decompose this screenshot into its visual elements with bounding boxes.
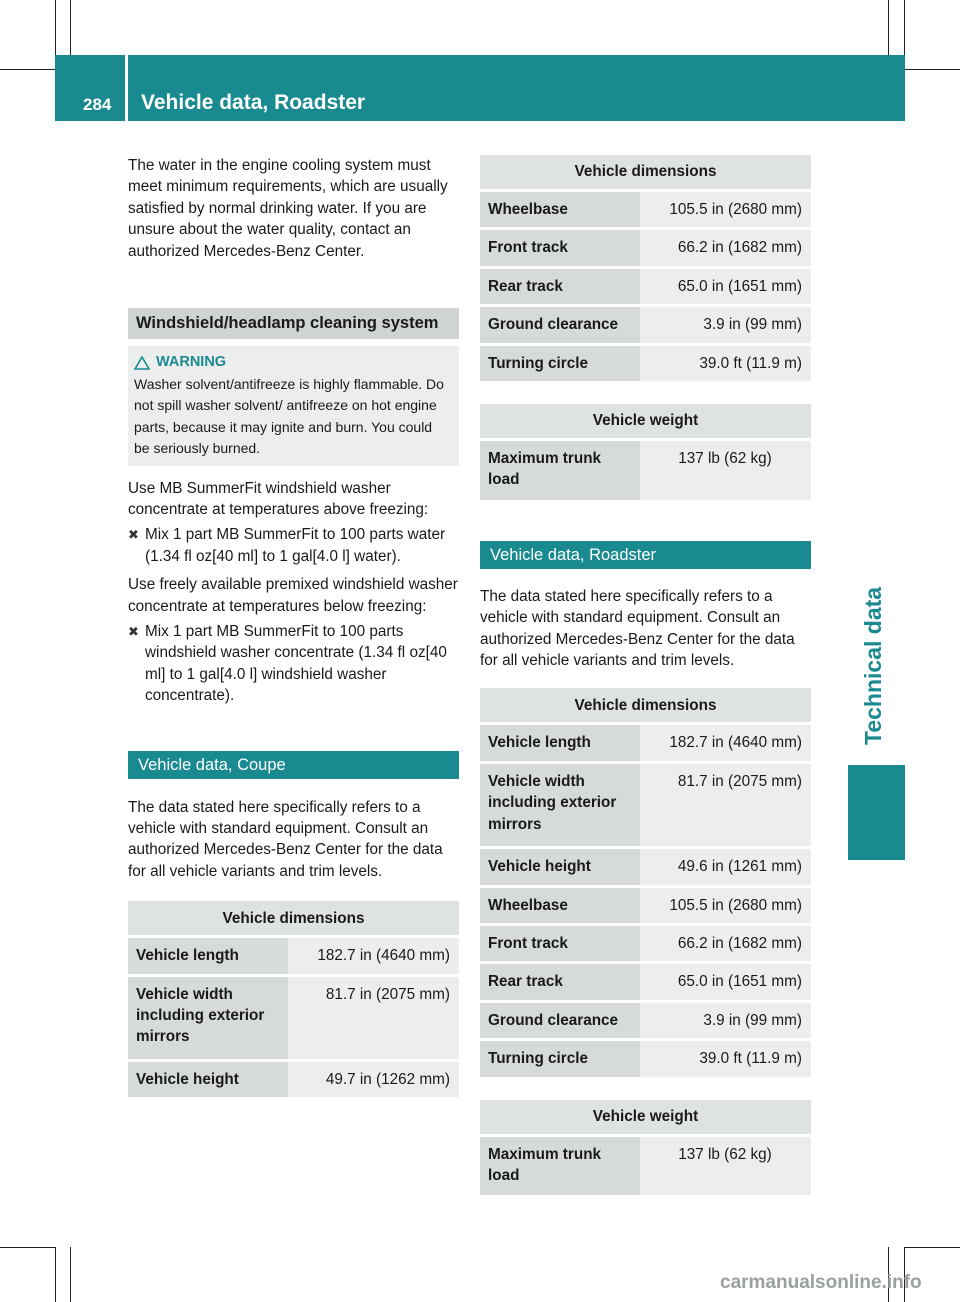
row-label: Front track <box>480 926 640 961</box>
side-tab-label: Technical data <box>860 586 886 745</box>
instruction-step <box>128 621 459 707</box>
table-row <box>480 269 811 304</box>
crop-mark <box>888 0 889 55</box>
table-row <box>480 307 811 342</box>
row-value: 182.7 in (4640 mm) <box>288 938 459 973</box>
table-title: Vehicle dimensions <box>480 688 811 722</box>
row-value: 137 lb (62 kg) <box>640 1137 811 1196</box>
row-label: Vehicle length <box>128 938 288 973</box>
table-row <box>480 1137 811 1196</box>
header-divider <box>125 55 128 121</box>
row-value: 66.2 in (1682 mm) <box>640 926 811 961</box>
table-title: Vehicle weight <box>480 404 811 438</box>
row-label: Maximum trunk load <box>480 1137 640 1196</box>
crop-mark <box>904 0 905 55</box>
table-row <box>128 938 459 973</box>
table-row <box>480 849 811 884</box>
row-value: 49.6 in (1261 mm) <box>640 849 811 884</box>
table-title: Vehicle dimensions <box>480 155 811 189</box>
warning-label: WARNING <box>156 354 227 371</box>
washer-paragraph-2: Use freely available premixed windshield washer concentrate at temperatures below freezing: <box>128 576 458 615</box>
page-header <box>55 55 905 121</box>
row-label: Vehicle height <box>128 1062 288 1097</box>
table-row <box>480 192 811 227</box>
row-value: 3.9 in (99 mm) <box>640 1003 811 1038</box>
crop-mark <box>55 0 56 55</box>
row-value: 49.7 in (1262 mm) <box>288 1062 459 1097</box>
table-row <box>480 764 811 846</box>
table-row <box>480 888 811 923</box>
warning-box <box>128 346 459 466</box>
crop-mark <box>0 1247 55 1248</box>
row-label: Rear track <box>480 964 640 999</box>
row-value: 81.7 in (2075 mm) <box>288 977 459 1059</box>
step-text: Mix 1 part MB SummerFit to 100 parts windshield washer concentrate (1.34 fl oz[40 ml] to 1 gal[4.0 l] windshield washer concentrate). <box>145 622 447 705</box>
side-tab-marker <box>848 765 905 860</box>
table-row <box>480 1041 811 1076</box>
step-arrow-icon: ✖ <box>128 623 139 639</box>
row-label: Vehicle width including exterior mirrors <box>128 977 288 1059</box>
coupe-intro: The data stated here specifically refers to a vehicle with standard equipment. Consult an authorized Mercedes-Benz Center for the data for all vehicle variants and trim levels. <box>128 798 443 880</box>
washer-paragraph-1: Use MB SummerFit windshield washer concentrate at temperatures above freezing: <box>128 479 429 518</box>
roadster-weight-table <box>480 1097 811 1199</box>
coupe-heading: Vehicle data, Coupe <box>128 751 459 779</box>
instruction-step <box>128 524 459 567</box>
warning-header <box>134 352 451 374</box>
step-arrow-icon: ✖ <box>128 527 139 543</box>
table-row <box>480 725 811 760</box>
crop-mark <box>55 1247 56 1302</box>
coupe-weight-table <box>480 401 811 503</box>
roadster-dimensions-table <box>480 685 811 1079</box>
row-label: Turning circle <box>480 346 640 381</box>
row-value: 137 lb (62 kg) <box>640 441 811 500</box>
row-value: 39.0 ft (11.9 m) <box>640 1041 811 1076</box>
roadster-intro: The data stated here specifically refers to a vehicle with standard equipment. Consult an authorized Mercedes-Benz Center for the data for all vehicle variants and trim levels. <box>480 587 795 670</box>
roadster-heading: Vehicle data, Roadster <box>480 541 811 569</box>
warning-triangle-icon <box>134 356 150 370</box>
washer-heading: Windshield/headlamp cleaning system <box>128 308 459 339</box>
crop-mark <box>905 69 960 70</box>
crop-mark <box>70 1247 71 1302</box>
table-row <box>128 977 459 1059</box>
table-row <box>128 1062 459 1097</box>
row-label: Vehicle height <box>480 849 640 884</box>
page-number: 284 <box>83 95 112 114</box>
row-value: 105.5 in (2680 mm) <box>640 888 811 923</box>
page-title: Vehicle data, Roadster <box>141 91 366 114</box>
crop-mark <box>905 1247 960 1248</box>
intro-paragraph: The water in the engine cooling system must meet minimum requirements, which are usually satisfied by normal drinking water. If you are unsure about the water quality, contact an authorized Mercedes-Benz Center. <box>128 157 448 260</box>
row-value: 81.7 in (2075 mm) <box>640 764 811 846</box>
row-label: Ground clearance <box>480 1003 640 1038</box>
row-label: Vehicle width including exterior mirrors <box>480 764 640 846</box>
row-value: 3.9 in (99 mm) <box>640 307 811 342</box>
row-label: Maximum trunk load <box>480 441 640 500</box>
table-title: Vehicle dimensions <box>128 901 459 935</box>
row-value: 65.0 in (1651 mm) <box>640 269 811 304</box>
coupe-dimensions-table <box>128 898 459 1100</box>
row-label: Wheelbase <box>480 192 640 227</box>
row-value: 182.7 in (4640 mm) <box>640 725 811 760</box>
right-column <box>480 152 811 1198</box>
warning-text: Washer solvent/antifreeze is highly flammable. Do not spill washer solvent/ antifreeze on hot engine parts, because it may ignite and burn. You could be seriously burned. <box>134 375 444 457</box>
row-label: Rear track <box>480 269 640 304</box>
row-label: Front track <box>480 230 640 265</box>
row-label: Vehicle length <box>480 725 640 760</box>
table-row <box>480 964 811 999</box>
table-title: Vehicle weight <box>480 1100 811 1134</box>
step-text: Mix 1 part MB SummerFit to 100 parts water (1.34 fl oz[40 ml] to 1 gal[4.0 l] water). <box>145 526 446 565</box>
row-label: Wheelbase <box>480 888 640 923</box>
row-label: Ground clearance <box>480 307 640 342</box>
row-value: 105.5 in (2680 mm) <box>640 192 811 227</box>
watermark: carmanualsonline.info <box>720 1272 922 1293</box>
table-row <box>480 926 811 961</box>
crop-mark <box>70 0 71 55</box>
row-value: 66.2 in (1682 mm) <box>640 230 811 265</box>
left-column <box>128 155 459 1100</box>
table-row <box>480 1003 811 1038</box>
row-value: 65.0 in (1651 mm) <box>640 964 811 999</box>
table-row <box>480 441 811 500</box>
coupe-dimensions-table-cont <box>480 152 811 384</box>
table-row <box>480 230 811 265</box>
row-label: Turning circle <box>480 1041 640 1076</box>
crop-mark <box>0 69 55 70</box>
table-row <box>480 346 811 381</box>
row-value: 39.0 ft (11.9 m) <box>640 346 811 381</box>
